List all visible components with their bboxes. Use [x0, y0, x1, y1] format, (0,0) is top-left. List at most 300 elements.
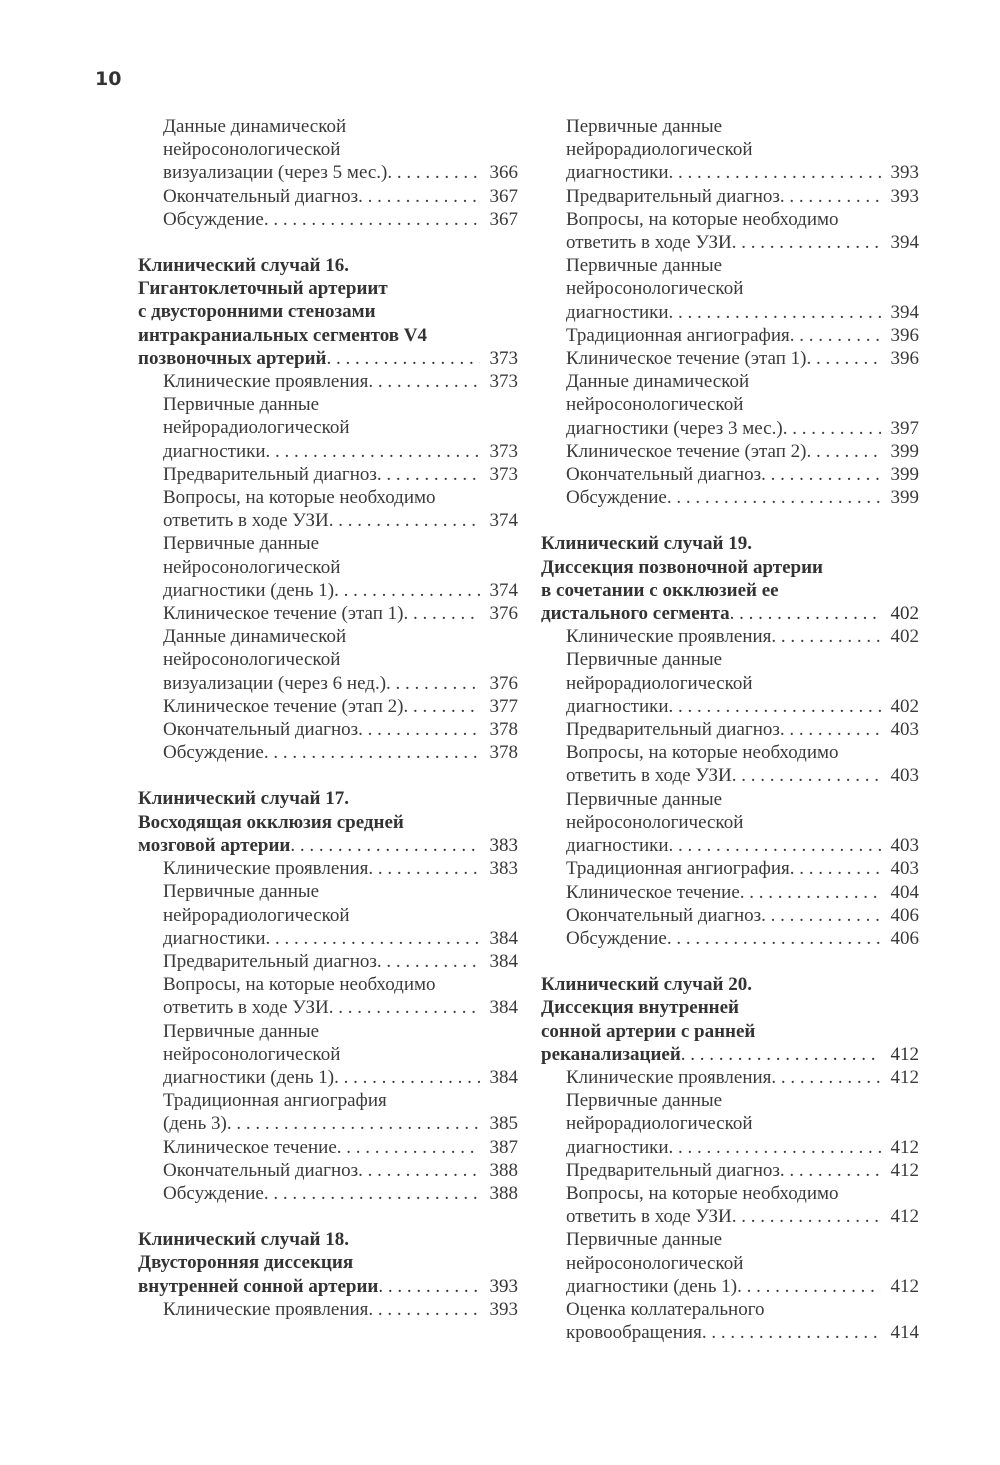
- toc-entry-title-line: нейросонологической: [163, 139, 341, 161]
- toc-page-number: 403: [890, 719, 919, 741]
- toc-entry-last-line: [566, 463, 919, 486]
- toc-entry[interactable]: [138, 973, 518, 1019]
- toc-page-number: 383: [489, 858, 518, 880]
- toc-entry-title-line: Обсуждение: [163, 1182, 264, 1204]
- toc-page-number: 412: [890, 1206, 919, 1228]
- leader-dots: [264, 741, 480, 764]
- toc-page-number: 383: [489, 834, 518, 856]
- toc-page-number: 397: [890, 417, 919, 439]
- toc-entry-title-line: диагностики: [566, 1136, 669, 1158]
- toc-entry-title-line: нейросонологической: [163, 649, 341, 671]
- leader-dots: [761, 463, 880, 486]
- toc-entry[interactable]: [138, 532, 518, 602]
- toc-page-number: 393: [489, 1298, 518, 1320]
- leader-dots: [368, 857, 479, 880]
- leader-dots: [732, 231, 881, 254]
- toc-page-number: 384: [489, 950, 518, 972]
- toc-entry[interactable]: [138, 370, 518, 393]
- toc-entry-title-line: Вопросы, на которые необходимо: [163, 487, 436, 509]
- leader-dots: [669, 695, 881, 718]
- leader-dots: [264, 1182, 480, 1205]
- leader-dots: [780, 185, 881, 208]
- toc-chapter-heading[interactable]: [138, 254, 518, 370]
- toc-entry-title-line: Клиническое течение: [566, 881, 740, 903]
- toc-entry-title-line: Восходящая окклюзия средней: [138, 811, 404, 833]
- toc-entry[interactable]: [138, 625, 518, 695]
- toc-page-number: 373: [489, 463, 518, 485]
- leader-dots: [326, 347, 479, 370]
- toc-entry[interactable]: [138, 602, 518, 625]
- leader-dots: [368, 1298, 479, 1321]
- toc-entry[interactable]: [138, 880, 518, 950]
- toc-entry-last-line: [566, 1205, 919, 1228]
- toc-entry-title-line: Традиционная ангиография: [566, 858, 790, 880]
- toc-entry-title-line: Первичные данные: [163, 881, 320, 903]
- toc-entry-last-line: [163, 509, 518, 532]
- toc-page-number: 367: [489, 185, 518, 207]
- toc-entry-title-line: Клинический случай 17.: [138, 788, 349, 810]
- toc-entry-title-line: диагностики (день 1): [163, 1066, 335, 1088]
- toc-entry-title-line: диагностики (через 3 мес.): [566, 417, 783, 439]
- leader-dots: [403, 695, 479, 718]
- toc-entry-title-line: ответить в ходе УЗИ: [163, 997, 329, 1019]
- toc-entry-last-line: [163, 1112, 518, 1135]
- toc-entry-last-line: [566, 161, 919, 184]
- toc-entry[interactable]: [541, 1089, 919, 1159]
- toc-entry-last-line: [566, 881, 919, 904]
- leader-dots: [368, 370, 479, 393]
- leader-dots: [334, 579, 479, 602]
- toc-page-number: 378: [489, 719, 518, 741]
- toc-entry[interactable]: [541, 115, 919, 185]
- toc-entry-last-line: [163, 602, 518, 625]
- toc-entry-title-line: Предварительный диагноз: [566, 1159, 780, 1181]
- leader-dots: [806, 347, 880, 370]
- toc-entry-last-line: [163, 185, 518, 208]
- toc-entry-last-line: [566, 764, 919, 787]
- leader-dots: [780, 718, 881, 741]
- toc-entry-title-line: Первичные данные: [566, 788, 723, 810]
- toc-entry[interactable]: [541, 1228, 919, 1298]
- toc-page-number: 384: [489, 927, 518, 949]
- toc-entry[interactable]: [138, 950, 518, 973]
- leader-dots: [669, 161, 881, 184]
- toc-entry[interactable]: [541, 788, 919, 858]
- toc-entry[interactable]: [541, 1066, 919, 1089]
- toc-entry-title-line: диагностики: [566, 301, 669, 323]
- toc-entry-last-line: [163, 579, 518, 602]
- toc-entry-last-line: [566, 927, 919, 950]
- toc-entry-title-line: диагностики: [566, 162, 669, 184]
- leader-dots: [790, 324, 881, 347]
- leader-dots: [266, 927, 480, 950]
- leader-dots: [806, 440, 880, 463]
- toc-page-number: 396: [890, 348, 919, 370]
- toc-entry-title-line: Вопросы, на которые необходимо: [163, 974, 436, 996]
- toc-entry-title-line: Предварительный диагноз: [566, 719, 780, 741]
- toc-entry-last-line: [163, 672, 518, 695]
- toc-entry-title-line: Окончательный диагноз: [566, 904, 762, 926]
- toc-column-right: [541, 115, 919, 1344]
- toc-entry-title-line: Двусторонняя диссекция: [138, 1252, 354, 1274]
- leader-dots: [337, 1136, 480, 1159]
- leader-dots: [667, 927, 881, 950]
- toc-entry[interactable]: [541, 463, 919, 486]
- toc-entry-title-line: Данные динамической: [163, 116, 347, 137]
- toc-entry-title-line: Окончательный диагноз: [163, 185, 359, 207]
- toc-page-number: 374: [489, 579, 518, 601]
- toc-entry[interactable]: [138, 695, 518, 718]
- toc-entry-last-line: [541, 1043, 919, 1066]
- toc-entry-last-line: [163, 370, 518, 393]
- toc-entry-title-line: Обсуждение: [566, 927, 667, 949]
- toc-entry[interactable]: [138, 1298, 518, 1321]
- toc-entry-title-line: нейрорадиологической: [566, 1113, 753, 1135]
- toc-entry-title-line: Клиническое течение (этап 1): [163, 603, 404, 625]
- toc-page-number: 412: [890, 1159, 919, 1181]
- toc-page-number: 402: [890, 626, 919, 648]
- toc-entry-title-line: в сочетании с окклюзией ее: [541, 579, 779, 601]
- leader-dots: [669, 301, 881, 324]
- toc-entry-title-line: нейросонологической: [566, 1252, 744, 1274]
- toc-entry-last-line: [566, 347, 919, 370]
- toc-entry-last-line: [566, 695, 919, 718]
- toc-entry-title-line: (день 3): [163, 1113, 227, 1135]
- leader-dots: [334, 1066, 479, 1089]
- toc-page-number: 414: [890, 1322, 919, 1344]
- toc-entry-title-line: Гигантоклеточный артериит: [138, 278, 388, 300]
- toc-entry-last-line: [163, 463, 518, 486]
- toc-page-number: 393: [890, 185, 919, 207]
- toc-entry-last-line: [163, 857, 518, 880]
- toc-entry-title-line: Традиционная ангиография: [163, 1090, 387, 1112]
- toc-entry-title-line: диагностики: [163, 927, 266, 949]
- toc-page-number: 399: [890, 440, 919, 462]
- leader-dots: [780, 1159, 881, 1182]
- leader-dots: [737, 1275, 880, 1298]
- toc-entry-title-line: Клиническое течение (этап 1): [566, 348, 807, 370]
- leader-dots: [378, 1275, 479, 1298]
- leader-dots: [702, 1321, 881, 1344]
- leader-dots: [377, 463, 480, 486]
- leader-dots: [387, 161, 479, 184]
- toc-entry-title-line: нейрорадиологической: [566, 139, 753, 161]
- toc-entry[interactable]: [138, 1159, 518, 1182]
- toc-entry[interactable]: [541, 625, 919, 648]
- toc-entry-title-line: Первичные данные: [163, 533, 320, 555]
- toc-entry[interactable]: [541, 324, 919, 347]
- toc-entry-title-line: Окончательный диагноз: [566, 464, 762, 486]
- leader-dots: [329, 996, 480, 1019]
- toc-entry-title-line: реканализацией: [541, 1043, 681, 1065]
- leader-dots: [377, 950, 480, 973]
- toc-entry-title-line: с двусторонними стенозами: [138, 301, 376, 323]
- toc-entry[interactable]: [541, 927, 919, 950]
- toc-entry-title-line: визуализации (через 6 нед.): [163, 672, 387, 694]
- toc-entry-last-line: [566, 1321, 919, 1344]
- toc-entry-title-line: диагностики (день 1): [163, 579, 335, 601]
- toc-entry-title-line: нейрорадиологической: [566, 672, 753, 694]
- toc-page-number: 406: [890, 927, 919, 949]
- toc-entry[interactable]: [541, 1159, 919, 1182]
- toc-entry-last-line: [566, 486, 919, 509]
- toc-entry-last-line: [541, 602, 919, 625]
- toc-entry[interactable]: [138, 1182, 518, 1205]
- toc-entry-title-line: Клинический случай 19.: [541, 533, 752, 555]
- toc-entry-title-line: Клинический случай 16.: [138, 255, 349, 277]
- toc-entry-last-line: [138, 834, 518, 857]
- toc-entry[interactable]: [138, 393, 518, 463]
- toc-entry-last-line: [566, 904, 919, 927]
- toc-entry[interactable]: [138, 1136, 518, 1159]
- toc-entry-title-line: нейросонологической: [566, 811, 744, 833]
- toc-entry-title-line: мозговой артерии: [138, 834, 291, 856]
- toc-entry-last-line: [163, 208, 518, 231]
- toc-page-number: 378: [489, 742, 518, 764]
- toc-entry-last-line: [163, 927, 518, 950]
- toc-entry[interactable]: [541, 857, 919, 880]
- toc-entry[interactable]: [541, 370, 919, 440]
- toc-entry-title-line: Обсуждение: [163, 742, 264, 764]
- toc-entry[interactable]: [138, 115, 518, 185]
- toc-entry-title-line: Предварительный диагноз: [566, 185, 780, 207]
- toc-entry-last-line: [566, 1066, 919, 1089]
- toc-page-number: 403: [890, 765, 919, 787]
- toc-page-number: 403: [890, 835, 919, 857]
- toc-entry-last-line: [566, 1136, 919, 1159]
- toc-entry-title-line: нейрорадиологической: [163, 904, 350, 926]
- toc-page-number: 366: [489, 162, 518, 184]
- toc-entry-title-line: внутренней сонной артерии: [138, 1275, 379, 1297]
- toc-entry[interactable]: [541, 440, 919, 463]
- leader-dots: [783, 417, 881, 440]
- toc-page-number: 396: [890, 324, 919, 346]
- toc-entry-last-line: [163, 718, 518, 741]
- toc-entry-title-line: диагностики: [566, 835, 669, 857]
- leader-dots: [358, 718, 479, 741]
- toc-entry[interactable]: [541, 904, 919, 927]
- toc-entry-title-line: дистального сегмента: [541, 603, 730, 625]
- toc-entry-title-line: диагностики (день 1): [566, 1275, 738, 1297]
- toc-entry[interactable]: [138, 185, 518, 208]
- leader-dots: [740, 881, 881, 904]
- toc-entry-last-line: [163, 440, 518, 463]
- toc-page-number: 387: [489, 1136, 518, 1158]
- toc-chapter-heading[interactable]: [138, 787, 518, 857]
- leader-dots: [358, 1159, 479, 1182]
- toc-entry-last-line: [163, 695, 518, 718]
- toc-chapter-heading[interactable]: [541, 532, 919, 625]
- toc-page-number: 404: [890, 881, 919, 903]
- toc-entry-title-line: сонной артерии с ранней: [541, 1020, 756, 1042]
- toc-entry-last-line: [163, 996, 518, 1019]
- toc-entry-last-line: [163, 1136, 518, 1159]
- leader-dots: [667, 486, 881, 509]
- toc-page-number: 394: [890, 232, 919, 254]
- toc-entry-title-line: Первичные данные: [163, 1020, 320, 1042]
- toc-entry-title-line: Диссекция позвоночной артерии: [541, 556, 823, 578]
- toc-entry-last-line: [163, 1182, 518, 1205]
- toc-page-number: 376: [489, 672, 518, 694]
- toc-entry[interactable]: [138, 718, 518, 741]
- leader-dots: [761, 904, 880, 927]
- toc-entry-title-line: Первичные данные: [566, 649, 723, 671]
- toc-page-number: 384: [489, 997, 518, 1019]
- toc-entry-title-line: Диссекция внутренней: [541, 997, 739, 1019]
- toc-entry[interactable]: [541, 254, 919, 324]
- toc-entry-last-line: [566, 857, 919, 880]
- leader-dots: [771, 625, 880, 648]
- toc-entry[interactable]: [541, 347, 919, 370]
- toc-entry[interactable]: [541, 881, 919, 904]
- leader-dots: [790, 857, 881, 880]
- toc-entry-last-line: [566, 301, 919, 324]
- toc-chapter-heading[interactable]: [541, 973, 919, 1066]
- leader-dots: [403, 602, 479, 625]
- toc-page-number: 393: [890, 162, 919, 184]
- toc-entry[interactable]: [138, 1020, 518, 1090]
- toc-entry[interactable]: [138, 857, 518, 880]
- toc-entry-title-line: визуализации (через 5 мес.): [163, 162, 388, 184]
- toc-page-number: 385: [489, 1113, 518, 1135]
- toc-entry-title-line: Клинические проявления: [566, 1066, 772, 1088]
- toc-entry-last-line: [566, 185, 919, 208]
- toc-entry-title-line: диагностики: [566, 695, 669, 717]
- toc-entry-last-line: [566, 417, 919, 440]
- toc-page-number: 412: [890, 1275, 919, 1297]
- toc-entry-last-line: [566, 718, 919, 741]
- toc-entry-title-line: Первичные данные: [566, 1229, 723, 1251]
- toc-entry-title-line: Данные динамической: [566, 371, 750, 393]
- toc-entry-last-line: [566, 231, 919, 254]
- toc-entry[interactable]: [541, 208, 919, 254]
- toc-entry-title-line: интракраниальных сегментов V4: [138, 324, 427, 346]
- toc-entry[interactable]: [541, 718, 919, 741]
- toc-page-number: 412: [890, 1066, 919, 1088]
- toc-chapter-heading[interactable]: [138, 1228, 518, 1298]
- leader-dots: [227, 1112, 480, 1135]
- toc-entry[interactable]: [138, 463, 518, 486]
- toc-entry-title-line: ответить в ходе УЗИ: [566, 765, 732, 787]
- toc-entry-title-line: Клиническое течение (этап 2): [566, 440, 807, 462]
- toc-page-number: 373: [489, 347, 518, 369]
- toc-entry-title-line: Клиническое течение (этап 2): [163, 695, 404, 717]
- toc-entry-last-line: [163, 161, 518, 184]
- toc-page-number: 377: [489, 695, 518, 717]
- toc-entry-title-line: Первичные данные: [566, 255, 723, 277]
- toc-entry[interactable]: [541, 648, 919, 718]
- leader-dots: [329, 509, 480, 532]
- toc-entry-last-line: [566, 1159, 919, 1182]
- leader-dots: [290, 834, 479, 857]
- toc-entry-title-line: Оценка коллатерального: [566, 1298, 765, 1320]
- toc-entry-last-line: [163, 741, 518, 764]
- toc-entry[interactable]: [138, 486, 518, 532]
- toc-entry[interactable]: [541, 1298, 919, 1344]
- toc-entry[interactable]: [541, 1182, 919, 1228]
- toc-entry-title-line: нейросонологической: [566, 394, 744, 416]
- leader-dots: [681, 1043, 881, 1066]
- toc-page-number: 388: [489, 1159, 518, 1181]
- leader-dots: [358, 185, 479, 208]
- toc-page-number: 388: [489, 1182, 518, 1204]
- leader-dots: [732, 764, 881, 787]
- toc-column-left: [138, 115, 518, 1321]
- leader-dots: [771, 1066, 880, 1089]
- toc-entry-title-line: Первичные данные: [163, 394, 320, 416]
- toc-page-number: 373: [489, 371, 518, 393]
- toc-entry-last-line: [566, 625, 919, 648]
- toc-entry-title-line: Обсуждение: [566, 487, 667, 509]
- toc-entry-title-line: Вопросы, на которые необходимо: [566, 208, 839, 230]
- toc-entry-title-line: Клиническое течение: [163, 1136, 337, 1158]
- toc-page-number: 399: [890, 464, 919, 486]
- toc-entry-title-line: позвоночных артерий: [138, 347, 327, 369]
- toc-entry-last-line: [566, 834, 919, 857]
- leader-dots: [266, 440, 480, 463]
- toc-entry-last-line: [163, 1298, 518, 1321]
- toc-page-number: 406: [890, 904, 919, 926]
- leader-dots: [386, 672, 479, 695]
- toc-entry[interactable]: [541, 185, 919, 208]
- toc-page-number: 376: [489, 603, 518, 625]
- toc-entry-title-line: Клинические проявления: [163, 858, 369, 880]
- toc-entry[interactable]: [138, 1089, 518, 1135]
- toc-entry-title-line: ответить в ходе УЗИ: [566, 232, 732, 254]
- toc-entry-title-line: Данные динамической: [163, 626, 347, 648]
- toc-page-number: 402: [890, 603, 919, 625]
- toc-page-number: 394: [890, 301, 919, 323]
- toc-entry-title-line: Клинический случай 18.: [138, 1229, 349, 1251]
- toc-page-number: 393: [489, 1275, 518, 1297]
- toc-entry-title-line: диагностики: [163, 440, 266, 462]
- toc-entry[interactable]: [541, 486, 919, 509]
- toc-entry-title-line: Вопросы, на которые необходимо: [566, 1182, 839, 1204]
- toc-page-number: 403: [890, 858, 919, 880]
- toc-entry-title-line: ответить в ходе УЗИ: [566, 1206, 732, 1228]
- leader-dots: [732, 1205, 881, 1228]
- toc-entry-last-line: [138, 1275, 518, 1298]
- toc-page-number: 373: [489, 440, 518, 462]
- leader-dots: [730, 602, 881, 625]
- toc-entry-title-line: нейрорадиологической: [163, 417, 350, 439]
- page-number: 10: [95, 68, 122, 90]
- toc-page-number: 399: [890, 487, 919, 509]
- toc-entry-title-line: нейросонологической: [163, 556, 341, 578]
- toc-entry-last-line: [138, 347, 518, 370]
- toc-entry-title-line: ответить в ходе УЗИ: [163, 510, 329, 532]
- toc-entry-title-line: Предварительный диагноз: [163, 463, 377, 485]
- toc-entry[interactable]: [138, 741, 518, 764]
- toc-page-number: 384: [489, 1066, 518, 1088]
- leader-dots: [669, 834, 881, 857]
- toc-entry-title-line: Первичные данные: [566, 1090, 723, 1112]
- toc-entry-title-line: Клинические проявления: [163, 371, 369, 393]
- toc-entry-last-line: [566, 1275, 919, 1298]
- toc-entry[interactable]: [541, 741, 919, 787]
- toc-entry-title-line: нейросонологической: [566, 278, 744, 300]
- toc-entry-title-line: Клинические проявления: [566, 626, 772, 648]
- toc-entry-last-line: [163, 1159, 518, 1182]
- toc-entry-title-line: Окончательный диагноз: [163, 1159, 359, 1181]
- toc-page-number: 374: [489, 510, 518, 532]
- toc-page-number: 367: [489, 208, 518, 230]
- toc-entry-last-line: [566, 440, 919, 463]
- toc-entry[interactable]: [138, 208, 518, 231]
- toc-entry-title-line: Клинический случай 20.: [541, 974, 752, 996]
- toc-entry-last-line: [163, 1066, 518, 1089]
- toc-page-number: 412: [890, 1043, 919, 1065]
